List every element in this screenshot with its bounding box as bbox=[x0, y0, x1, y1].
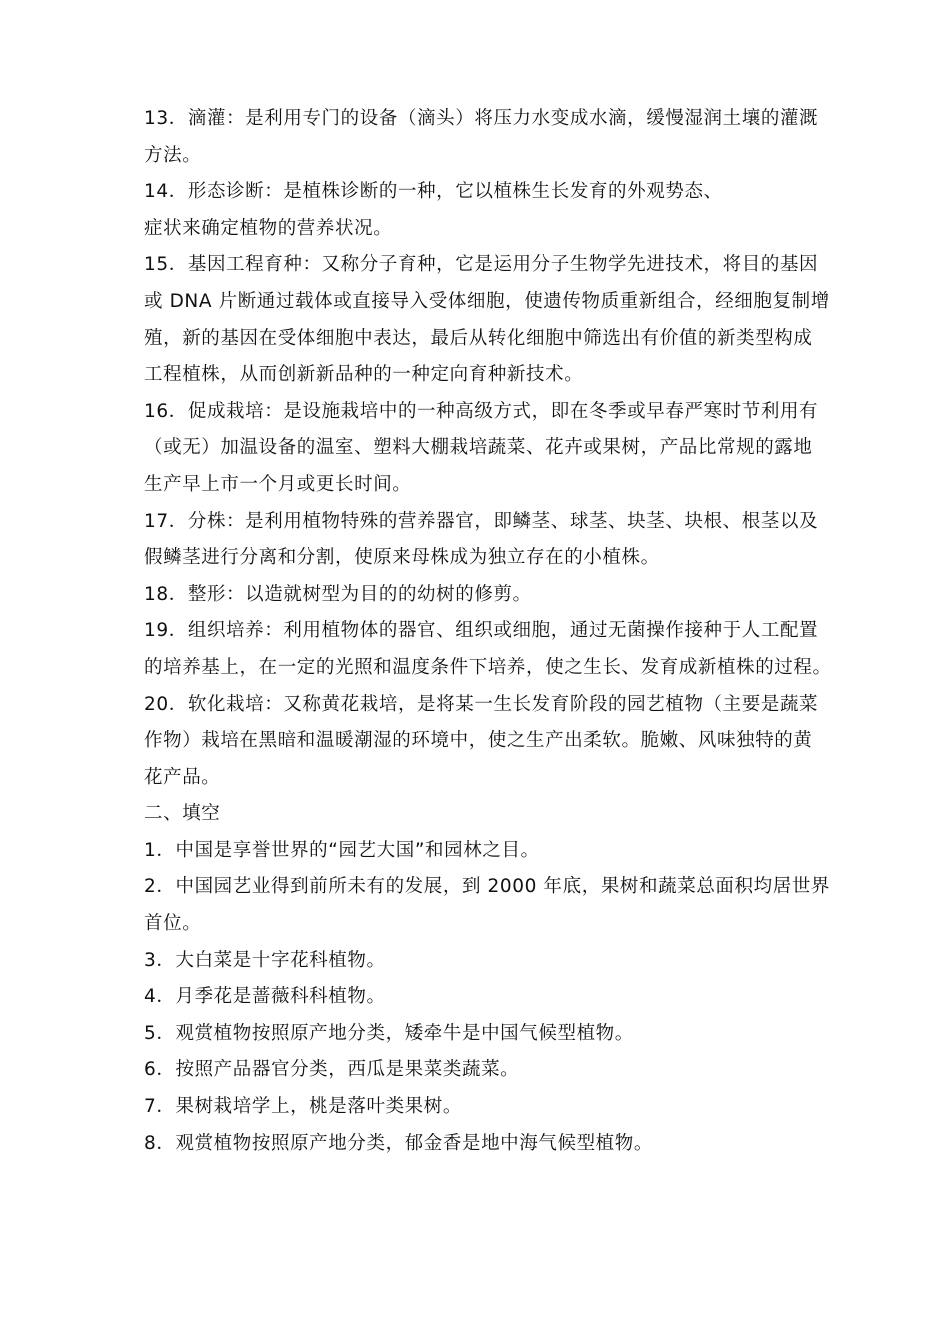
text-line: （或无）加温设备的温室、塑料大棚栽培蔬菜、花卉或果树，产品比常规的露地 bbox=[144, 437, 813, 459]
text-line: 花产品。 bbox=[144, 766, 221, 788]
text-line: 生产早上市一个月或更长时间。 bbox=[144, 473, 412, 495]
text-line: 工程植株，从而创新新品种的一种定向育种新技术。 bbox=[144, 364, 584, 386]
text-line: 2．中国园艺业得到前所未有的发展，到 2000 年底，果树和蔬菜总面积均居世界 bbox=[144, 876, 831, 898]
text-line: 7．果树栽培学上，桃是落叶类果树。 bbox=[144, 1096, 462, 1118]
text-line: 16．促成栽培：是设施栽培中的一种高级方式，即在冬季或早春严寒时节利用有 bbox=[144, 400, 819, 422]
text-line: 17．分株：是利用植物特殊的营养器官，即鳞茎、球茎、块茎、块根、根茎以及 bbox=[144, 510, 819, 532]
text-line: 方法。 bbox=[144, 144, 202, 166]
text-line: 13．滴灌：是利用专门的设备（滴头）将压力水变成水滴，缓慢湿润土壤的灌溉 bbox=[144, 108, 819, 129]
text-line: 6．按照产品器官分类，西瓜是果菜类蔬菜。 bbox=[144, 1059, 520, 1081]
text-line: 的培养基上，在一定的光照和温度条件下培养，使之生长、发育成新植株的过程。 bbox=[144, 656, 832, 678]
text-line: 19．组织培养：利用植物体的器官、组织或细胞，通过无菌操作接种于人工配置 bbox=[144, 620, 819, 642]
text-line: 症状来确定植物的营养状况。 bbox=[144, 217, 393, 239]
text-line: 5．观赏植物按照原产地分类，矮牵牛是中国气候型植物。 bbox=[144, 1022, 634, 1044]
text-line: 假鳞茎进行分离和分割，使原来母株成为独立存在的小植株。 bbox=[144, 547, 660, 569]
text-line: 3．大白菜是十字花科植物。 bbox=[144, 949, 386, 971]
text-line: 殖，新的基因在受体细胞中表达，最后从转化细胞中筛选出有价值的新类型构成 bbox=[144, 327, 813, 349]
text-line: 1．中国是享誉世界的“园艺大国”和园林之目。 bbox=[144, 839, 540, 861]
section-heading: 二、填空 bbox=[144, 803, 221, 825]
text-line: 8．观赏植物按照原产地分类，郁金香是地中海气候型植物。 bbox=[144, 1132, 653, 1154]
document-body bbox=[144, 101, 832, 1162]
text-line: 15．基因工程育种：又称分子育种，它是运用分子生物学先进技术，将目的基因 bbox=[144, 254, 819, 276]
text-line: 首位。 bbox=[144, 913, 202, 935]
text-line: 或 DNA 片断通过载体或直接导入受体细胞，使遗传物质重新组合，经细胞复制增 bbox=[144, 290, 830, 312]
text-line: 18．整形：以造就树型为目的的幼树的修剪。 bbox=[144, 583, 532, 605]
text-line: 20．软化栽培：又称黄花栽培，是将某一生长发育阶段的园艺植物（主要是蔬菜 bbox=[144, 693, 819, 715]
text-line: 14．形态诊断：是植株诊断的一种，它以植株生长发育的外观势态、 bbox=[144, 181, 723, 203]
text-line: 4．月季花是蔷薇科科植物。 bbox=[144, 986, 386, 1008]
text-line: 作物）栽培在黑暗和温暖潮湿的环境中，使之生产出柔软。脆嫩、风味独特的黄 bbox=[144, 730, 813, 752]
